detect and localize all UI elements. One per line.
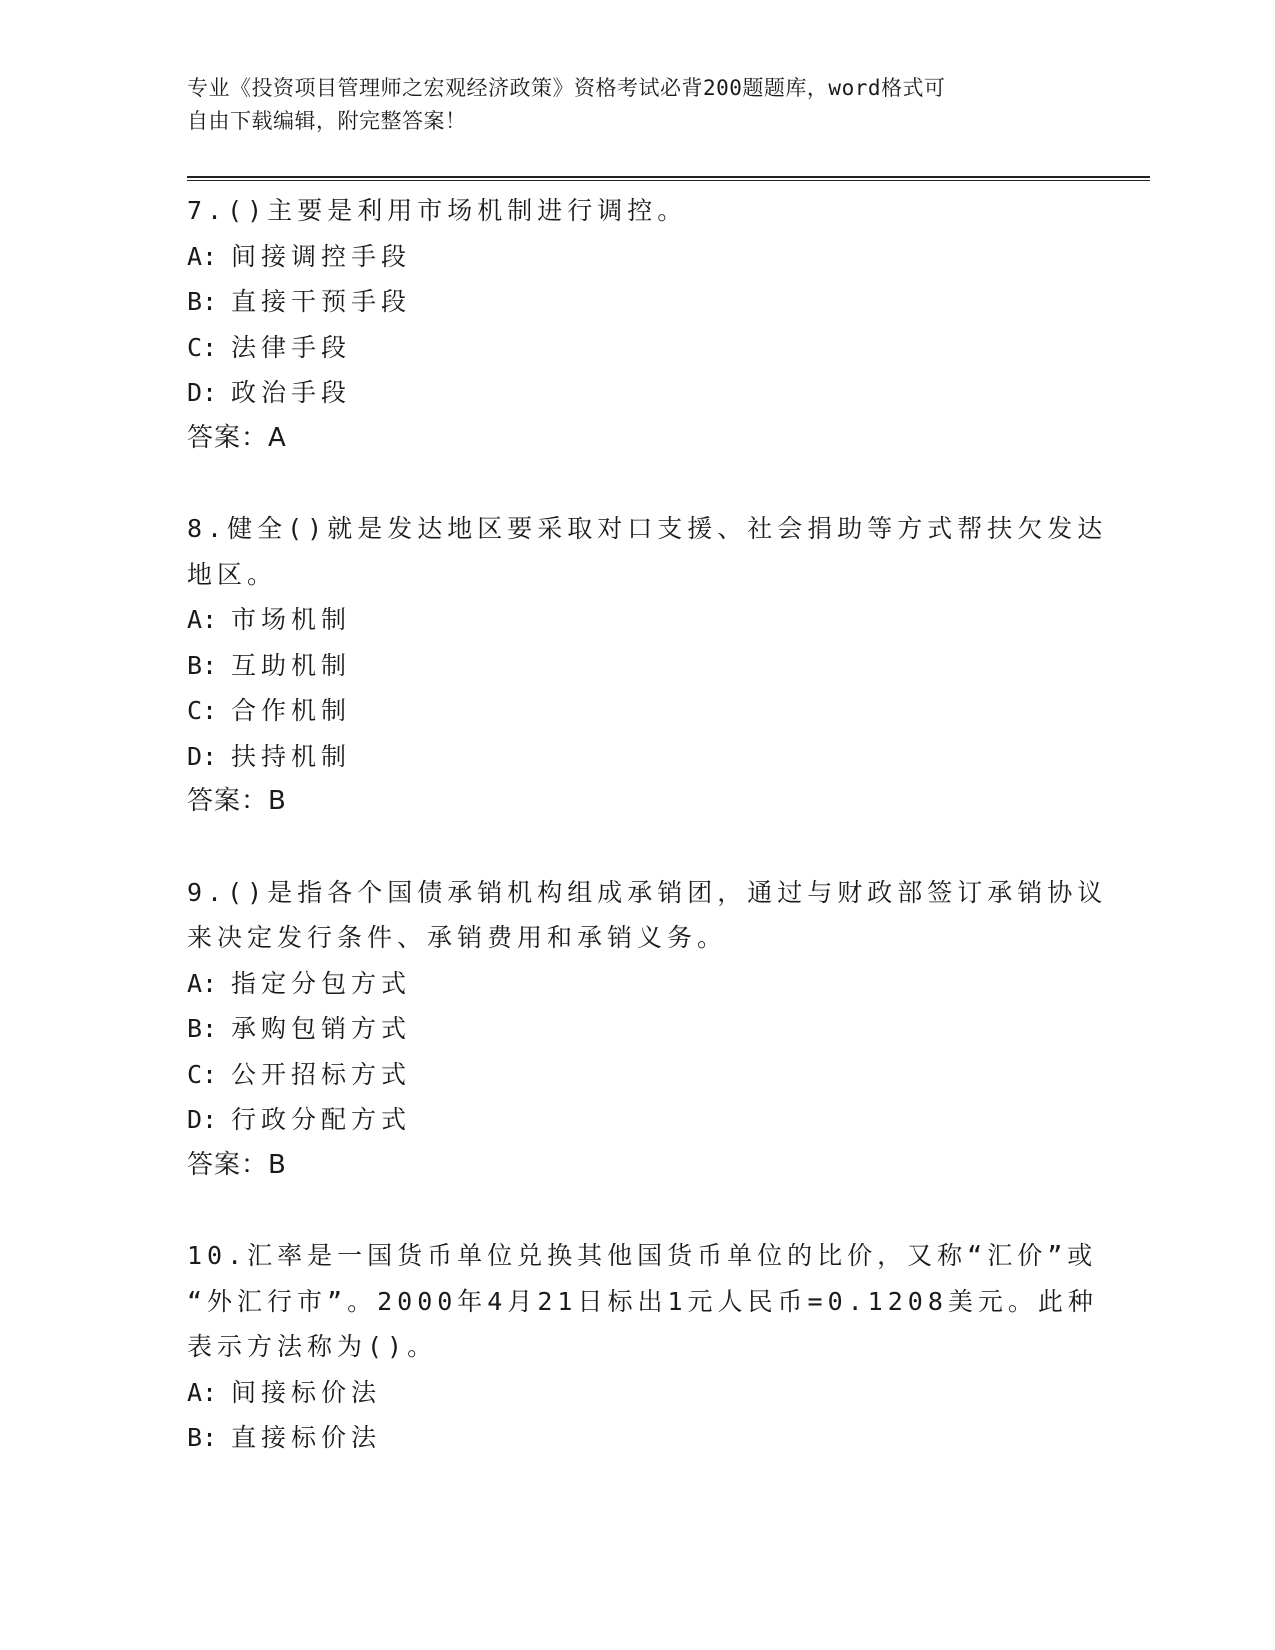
answer-option [187,734,1087,780]
answer-option [187,1052,1087,1098]
answer-option [187,688,1087,734]
option-letter: B: [187,650,218,680]
option-letter: C: [187,332,218,362]
option-letter: C: [187,696,218,725]
option-text: 承购包销方式 [231,1014,412,1043]
option-text: 合作机制 [231,696,352,725]
question-stem-line: 来决定发行条件、承销费用和承销义务。 [187,923,728,952]
option-text: 直接干预手段 [231,287,412,316]
question-block [187,870,1108,1189]
question-stem [187,870,1108,961]
option-text: 市场机制 [231,605,352,634]
option-text: 间接标价法 [231,1377,382,1407]
option-letter: B: [187,1014,218,1043]
option-text: 直接标价法 [231,1423,382,1452]
option-text: 法律手段 [231,332,352,362]
option-text: 互助机制 [231,650,352,680]
question-stem-line: 9.()是指各个国债承销机构组成承销团，通过与财政部签订承销协议 [187,877,1108,907]
option-letter: A: [187,968,218,998]
question-stem-line: “外汇行市”。2000年4月21日标出1元人民币=0.1208美元。此种 [187,1286,1098,1316]
option-letter: B: [187,287,218,316]
answer-option [187,279,1087,325]
header-line-2: 自由下载编辑，附完整答案！ [187,109,467,133]
question-block [187,1233,1098,1461]
question-stem-line: 7.()主要是利用市场机制进行调控。 [187,196,688,225]
answer-key: 答案：B [187,786,287,816]
answer-option [187,597,1087,643]
option-text: 公开招标方式 [231,1059,412,1089]
question-stem [187,188,1087,234]
header-divider [187,176,1150,181]
option-letter: A: [187,241,218,271]
option-text: 政治手段 [231,378,352,407]
question-block [187,188,1087,461]
question-block [187,506,1108,825]
option-letter: A: [187,605,218,634]
option-text: 间接调控手段 [231,241,412,271]
option-letter: D: [187,378,218,407]
question-stem-line: 10.汇率是一国货币单位兑换其他国货币单位的比价，又称“汇价”或 [187,1241,1098,1270]
answer-option [187,234,1087,280]
question-stem [187,506,1108,597]
option-letter: D: [187,741,218,771]
answer-option [187,1370,1087,1416]
option-text: 扶持机制 [231,741,352,771]
answer-option [187,1415,1087,1461]
option-letter: D: [187,1105,218,1134]
answer-option [187,643,1087,689]
answer-option [187,370,1087,416]
answer-option [187,961,1087,1007]
option-letter: A: [187,1377,218,1407]
answer-option [187,1097,1087,1143]
answer-option [187,1006,1087,1052]
option-text: 行政分配方式 [231,1105,412,1134]
document-header [187,72,1067,138]
answer-key: 答案：A [187,422,287,453]
question-stem-line: 8.健全()就是发达地区要采取对口支援、社会捐助等方式帮扶欠发达 [187,514,1108,543]
answer-key: 答案：B [187,1149,287,1180]
option-text: 指定分包方式 [231,968,412,998]
header-line-1: 专业《投资项目管理师之宏观经济政策》资格考试必背200题题库，word格式可 [187,76,946,100]
option-letter: B: [187,1423,218,1452]
question-list [187,188,1108,1506]
question-stem-line: 表示方法称为()。 [187,1332,438,1361]
question-stem [187,1233,1098,1370]
option-letter: C: [187,1059,218,1089]
question-stem-line: 地区。 [187,559,278,589]
answer-option [187,325,1087,371]
